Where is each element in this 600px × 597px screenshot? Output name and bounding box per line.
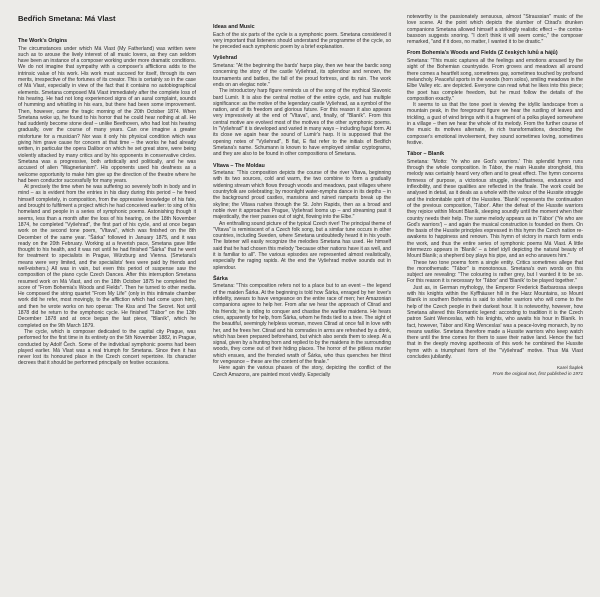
paragraph: These two tone poems form a single entity. Critics sometimes allege that the monothematic "Tábor" is monotonous. Smetana's own words on this subject are revealing: "The colouring is rather grey, but I wanted it to be so. For this reason it is necessary for 'Tábor' and 'Blaník' to be played together." <box>407 259 583 285</box>
column-2 <box>213 24 391 586</box>
source-note: From the original text, first published in 1971 <box>492 371 583 377</box>
paragraph: Smetana: "Motto: 'Ye who are God's warriors.' This splendid hymn runs through the whole composition. In Tábor, the main Hussite stronghold, this melody was certainly heard very often and to great effect. The hymn concerns firmness of purpose, a victorious struggle, steadfastness, endurance and inflexibility, and these qualities are reflected in the finale. The work could be analysed in detail, as it deals as a whole with the valour of the Hussite struggle and the indomitable spirit of the Hussites. 'Blaník' represents the continuation of the previous composition, 'Tábor'. After the defeat of the Hussite warriors they rejoice within Mount Blaník, sleeping soundly until the moment when their country needs their help. The same melody appears as in 'Tábor' ('Ye who are God's warriors') – and again the musical construction is founded on them. On the basis of the Hussite principles expressed in this hymn the Czech nation re-awakens to happiness and renown. This hymn of victory in march form ends the work, and thus the entire series of symphonic poems Má Vlast. A little intermezzo appears in 'Blaník' – a brief idyll depicting the natural beauty of Mount Blaník; a shepherd boy plays his pipe, and an echo answers him." <box>407 158 583 260</box>
paragraph: The introductory harp figure reminds us of the song of the mythical Slavonic bard Lumír. It is also the central motive of the entire cycle, and has multiple significance: as the motive of the legendary castle Vyšehrad, as a symbol of the nation, and of its freedom and glorious future. For this reason it also appears very impressively at the end of "Vltava", and, finally, of "Blaník". From this central motive are evolved most of the motives of the other symphonic poems. In "Vyšehrad" it is developed and varied in many ways – including fugal form. At its close we again hear the sound of Lumír's harp. It is supposed that the opening notes of "Vyšehrad", B flat, E flat refer to the initials of Bedřich Smetana's name. Schumann is known to have employed similar cryptograms, and they are also to be found in other compositions of Smetana. <box>213 88 391 158</box>
section-heading: Tábor – Blaník <box>407 151 445 158</box>
text-section <box>213 163 391 271</box>
column-3 <box>407 14 583 586</box>
section-heading: Vltava – The Moldau <box>213 162 265 169</box>
paragraph: Each of the six parts of the cycle is a symphonic poem. Smetana considered it very important that listeners should understand the programme of the cycle, so he preceded each symphonic poem by a brief explanation. <box>213 31 391 51</box>
column-3-body <box>407 14 583 360</box>
text-section <box>213 276 391 378</box>
paragraph: Smetana: "This composition depicts the course of the river Vltava, beginning with its two sources, cold and warm, the two combine to form a gradually widening stream which flows through woods and meadows, past villages where countryfolk are celebrating; by moonlight water-nymphs dance in its depths – in the background proud castles, mansions and ruined ramparts break up the skyline; the Vltava rushes through the St. John Rapids, then as a broad and noble river it approaches Prague, Vyšehrad looms up – and streaming past it majestically, the river passes out of sight, flowing into the Elbe." <box>213 170 391 221</box>
paragraph: The cycle, which is composer dedicated to the capital city Prague, was performed for the first time in its entirety on the 5th November 1882, in Prague, conducted by Adolf Čech. Some of the individual symphonic poems had been played earlier. Má Vlast was a real triumph for Smetana. Since then it has never lost its honoured place in the Czech concert repertoire. Its character decrees that it should be performed principally on festive occasions. <box>18 328 196 367</box>
text-section <box>407 50 583 146</box>
section-heading: Vyšehrad <box>213 55 238 62</box>
column-1 <box>18 38 196 586</box>
text-section <box>18 38 196 367</box>
paragraph: It seems to us that the tone poet is viewing the idyllic landscape from a mountain peak, in the foreground figure we hear the rustling of leaves and trickling, a gust of wind brings with it a fragment of a polka played somewhere in a village – then we hear the whole of its melody. From the further course of the music its motives alternate, in rich transformations, describing the composer's emotional involvement, they sound sometimes loving, sometimes festive. <box>407 102 583 146</box>
paragraph: At precisely the time when he was suffering so severely both in body and in mind – as is evident from the entries in his diary during this period – he freed himself completely, in composition, from the oppressive knowledge of his fate, and brought to fulfilment a project which he had conceived earlier: to sing of his homeland and people in a series of symphonic poems. Astonishing though it seems, less than a month after the loss of his hearing, on the 18th November 1874, he completed "Vyšehrad", the first part of his cycle, and at once began work on the second tone poem, "Vltava", which was finished on the 8th December of the same year. "Šárka" followed in January 1875, and it was ready on the 20th February. Working at a feverish pace, Smetana gave little thought to his health, and it was not until he had finished "Šárka" that he went for treatment to specialists in Prague, Würzburg and Vienna. (Smetana's means were very limited, and the specialists' fees were paid by friends and well-wishers.) All was in vain, but even this period of suspense saw the composition of the piano cycle Czech Dances. After this interruption Smetana resumed work on Má Vlast, and on the 18th October 1875 he completed the score of "From Bohemia's Woods and Fields". Then he turned to other media. He composed the string quartet "From My Life" (only in this intimate chamber work did he refer, most movingly, to the affliction which had come upon him), and then he wrote works on two operas: The Kiss and The Secret. Not until 1878 did he return to the symphonic cycle. He finished "Tábor" on the 13th December 1878 and at once began the last piece, "Blaník", which he completed on the 9th March 1879. <box>18 184 196 329</box>
text-section <box>213 24 391 50</box>
paragraph: An enthralling sound picture of the typical Czech river! The principal theme of "Vltava" is reminiscent of a Czech folk song, but a similar tune occurs in other countries, including Sweden, where Smetana undoubtedly heard it in his youth. The listener will easily recognize the melodies Smetana has used. He himself said that he had chosen this melody "because other nations have it as well, and it is familiar to all". The various episodes are represented almost realistically, especially the raging rapids. At the end the Vyšehrad motive sounds out in splendour. <box>213 220 391 271</box>
section-heading: From Bohemia's Woods and Fields (Z českých luhů a hájů) <box>407 50 558 57</box>
section-heading: The Work's Origins <box>18 38 68 44</box>
text-section <box>407 14 583 45</box>
section-heading: Ideas and Music <box>213 24 255 30</box>
text-section <box>213 55 391 157</box>
signature-block <box>407 365 583 377</box>
page-title: Bedřich Smetana: Má Vlast <box>18 14 116 23</box>
paragraph: Here again the various phases of the story, depicting the conflict of the Czech Amazons, are painted most vividly. Especially <box>213 365 391 378</box>
text-section <box>407 151 583 360</box>
author-signature: Karel Šaplek <box>556 365 583 371</box>
paragraph: Just as, in German mythology, the Emperor Frederick Barbarossa sleeps with his knights within the Kyffhäuser hill in the Harz Mountains, so Mount Blaník in southern Bohemia is said to shelter warriors who will come to the help of the Czech people in their darkest hour. It is noteworthy, however, how Smetana altered this Romantic legend: according to tradition it is the Czech patron Saint Wenceslas, with his knights, who awaits his hour in Blaník. In fact, however, Tábor and King Wenceslas' was a peace-loving monarch, by no means warlike. Smetana therefore made a Hussite warriors who keep watch there until the time comes for them to save their native land. Hence the fact that in the deeply moving apotheosis of this work he combined the Hussite hymn with a triumphant form of the "Vyšehrad" motive. Thus Má Vlast concludes jubilantly. <box>407 284 583 361</box>
paragraph: The circumstances under which Má Vlast (My Fatherland) was written were such as to arouse the lively interest of all music lovers, as they can seldom have been an instance of a composer working under more dramatic conditions. We do not imagine that sympathy with a composer's afflictions adds to the intrinsic value of his work. His work must succeed for itself, through its own merits, irrespective of the fortunes of its creator. This is certainly so in the case of Má Vlast, especially in view of the fact that it contains no autobiographical elements. Smetana composed Má Vlast immediately after the complete loss of his hearing. He had not long experienced signs of an aural complaint, sounds of humming and whistling in his ears, but there had been some improvement. Then, however, came the tragic morning of the 20th October 1874. When Smetana woke up, he found to his horror that he could hear nothing at all. He had suddenly become stone deaf – unlike Beethoven, who had lost his hearing gradually, over the course of many years. Can one imagine a greater misfortune for a musician? Nor was it only his physical condition which was giving him grave cause for concern at that time – the works he had already written, in particular the opera Dalibor on which he set great store, were being violently attacked by many critics and by his opponents in conservative circles. Smetana was a progressive, both artistically and politically, and he was accused of alien "Wagnerianism". His opponents used his deafness as a welcome opportunity to make him give up the direction of the theatre where he had been conductor successfully for many years. <box>18 45 196 184</box>
paragraph: Smetana: "At the beginning the bards' harps play, then we hear the bardic song concerning the story of the castle Vyšehrad, its splendour and renown, the tournaments and battles, the fall of the proud fortress, and its ruin. The work ends on an elegiac note." <box>213 63 391 88</box>
paragraph: noteworthy is the passionately sensuous, almost "Straussian" music of the love scene. At the point which depicts the slumber of Ctirad's drunken companions Smetana allowed himself a strikingly realistic effect – the contra-bassoon suggests snoring. "I don't think it will seem comic," the composer remarked, "and if it does, no matter, I wanted it to be drastic." <box>407 14 583 46</box>
section-heading: Šárka <box>213 275 228 282</box>
paragraph: Smetana: "This composition refers not to a place but to an event – the legend of the maiden Šárka. At the beginning is told how Šárka, enraged by her lover's infidelity, swears to have vengeance on the entire race of men; her Amazonian companions agree to help her. From afar we hear the approach of Ctirad and his friends; he is riding to conquer and chastise the warlike maidens. He hears cries, apparently for help, from Šárka, whom he finds tied to a tree. The sight of the beautiful, seemingly helpless woman, moves Ctirad at once fall in love with her, and he frees her. Ctirad and his comrades in arms are refreshed by a drink, which has been prepared beforehand, but which also sends them to sleep. At a signal, given by a hunting horn and replied to by the maidens in the surrounding woods, they come out of their hiding places. The horror of the pitiless murder which ensues, and the frenzied wrath of Šárka, who thus quenches her thirst for vengeance – these are the content of the finale." <box>213 283 391 366</box>
paragraph: Smetana: "This music captures all the feelings and emotions aroused by the sight of the Bohemian countryside. From groves and meadows all around there comes a heartfelt song, sometimes gay, sometimes touched by profound melancholy. Peaceful sports in the woods (horn solos), smiling meadows in the Elbe Valley etc. are depicted. Everyone can read what he likes into this piece; the poet has complete freedom, but he must follow the details of the composition exactly." <box>407 58 583 102</box>
